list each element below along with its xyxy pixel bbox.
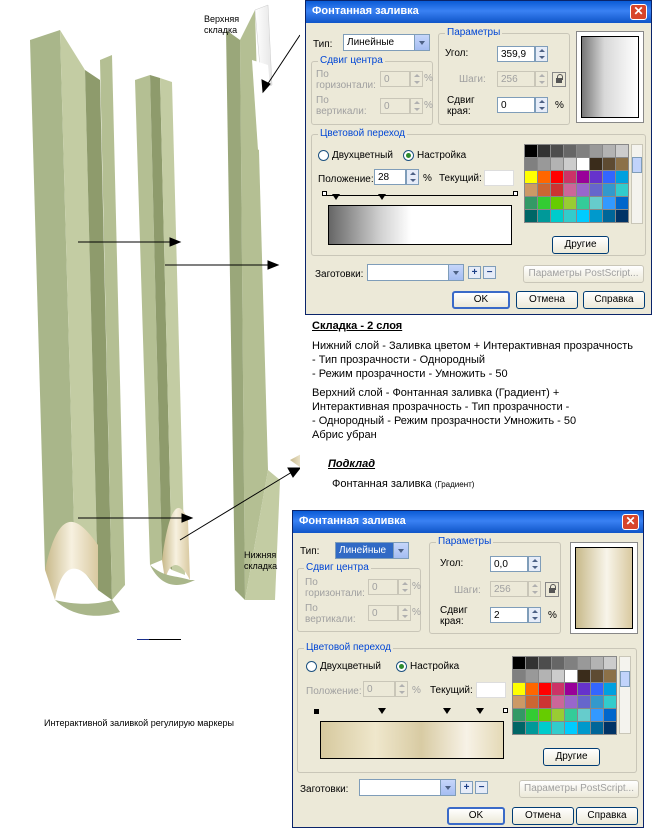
angle-label: Угол: (440, 558, 464, 569)
palette-swatch[interactable] (539, 709, 551, 721)
palette-swatch[interactable] (591, 696, 603, 708)
vertical-label: По вертикали: (305, 603, 356, 625)
palette-swatch[interactable] (564, 184, 576, 196)
palette-swatch[interactable] (525, 184, 537, 196)
type-select[interactable]: Линейные (335, 542, 409, 559)
current-color-swatch[interactable] (484, 170, 514, 186)
palette-swatch[interactable] (616, 184, 628, 196)
position-input[interactable]: 0 (363, 681, 395, 697)
presets-select[interactable] (367, 264, 464, 281)
custom-radio[interactable] (403, 150, 414, 161)
type-select[interactable]: Линейные (343, 34, 430, 51)
palette-scrollbar[interactable] (619, 656, 631, 734)
horizontal-label: По горизонтали: (316, 69, 376, 91)
palette-swatch[interactable] (616, 171, 628, 183)
edge-pad-label: Сдвиг края: (440, 605, 468, 627)
current-color-swatch[interactable] (476, 682, 506, 698)
angle-input[interactable]: 359,9 (497, 46, 535, 62)
gradient-bar[interactable] (328, 205, 512, 245)
palette-swatch[interactable] (565, 657, 577, 669)
edge-pad-input[interactable]: 0 (497, 97, 535, 113)
palette-swatch[interactable] (525, 210, 537, 222)
palette-swatch[interactable] (538, 158, 550, 170)
palette-swatch[interactable] (604, 670, 616, 682)
palette-swatch[interactable] (551, 210, 563, 222)
vertical-input[interactable]: 0 (380, 98, 410, 114)
palette-swatch[interactable] (577, 145, 589, 157)
color-stop-marker[interactable] (443, 708, 451, 714)
palette-swatch[interactable] (591, 683, 603, 695)
palette-swatch[interactable] (552, 683, 564, 695)
palette-swatch[interactable] (577, 158, 589, 170)
palette-swatch[interactable] (616, 145, 628, 157)
fountain-fill-dialog-1 (305, 0, 652, 315)
palette-swatch[interactable] (538, 184, 550, 196)
palette-swatch[interactable] (565, 722, 577, 734)
horizontal-spinner[interactable] (410, 71, 423, 87)
palette-scrollbar[interactable] (631, 144, 643, 224)
palette-swatch[interactable] (590, 158, 602, 170)
palette-swatch[interactable] (604, 709, 616, 721)
other-colors-button[interactable]: Другие (543, 748, 600, 766)
lower-fold-label: Нижняя складка (244, 550, 278, 571)
ok-button[interactable]: OK (452, 291, 510, 309)
angle-input[interactable]: 0,0 (490, 556, 528, 572)
remove-preset-button[interactable]: − (475, 781, 488, 794)
lining-text: Фонтанная заливка (Градиент) (332, 478, 475, 490)
fold-title: Складка - 2 слоя (312, 320, 403, 332)
palette-swatch[interactable] (603, 210, 615, 222)
palette-swatch[interactable] (525, 158, 537, 170)
center-offset-group: Сдвиг центра По горизонтали: 0 % По вертикали: 0 % (297, 568, 421, 632)
edge-pad-label: Сдвиг края: (447, 95, 475, 117)
cancel-button[interactable]: Отмена (512, 807, 574, 825)
current-label: Текущий: (430, 685, 473, 696)
palette-swatch[interactable] (590, 184, 602, 196)
palette-swatch[interactable] (604, 683, 616, 695)
palette-swatch[interactable] (604, 696, 616, 708)
steps-spinner[interactable] (535, 71, 548, 87)
palette-swatch[interactable] (565, 709, 577, 721)
palette-swatch[interactable] (590, 171, 602, 183)
steps-label: Шаги: (454, 585, 481, 596)
palette-swatch[interactable] (603, 171, 615, 183)
palette-swatch[interactable] (539, 683, 551, 695)
palette-swatch[interactable] (578, 670, 590, 682)
palette-swatch[interactable] (616, 210, 628, 222)
chevron-down-icon (393, 543, 408, 558)
help-button[interactable]: Справка (576, 807, 638, 825)
parameters-group: Параметры Угол: 359,9 Шаги: 256 Сдвиг края: 0 % (438, 33, 570, 125)
center-offset-group: Сдвиг центра По горизонтали: 0 % По вертикали: 0 % (311, 61, 433, 125)
palette-swatch[interactable] (564, 171, 576, 183)
marker-left-handle[interactable] (314, 709, 319, 714)
palette-swatch[interactable] (591, 709, 603, 721)
palette-swatch[interactable] (539, 696, 551, 708)
palette-swatch[interactable] (526, 657, 538, 669)
palette-swatch[interactable] (578, 709, 590, 721)
custom-radio[interactable] (396, 661, 407, 672)
angle-label: Угол: (445, 48, 469, 59)
postscript-options-button[interactable]: Параметры PostScript... (523, 265, 644, 283)
palette-swatch[interactable] (552, 722, 564, 734)
cancel-button[interactable]: Отмена (516, 291, 578, 309)
vertical-label: По вертикали: (316, 95, 367, 117)
other-colors-button[interactable]: Другие (552, 236, 609, 254)
palette-swatch[interactable] (604, 657, 616, 669)
edge-pad-spinner[interactable] (535, 97, 548, 113)
palette-swatch[interactable] (526, 722, 538, 734)
angle-spinner[interactable] (528, 556, 541, 572)
position-label: Положение: (318, 174, 374, 185)
palette-swatch[interactable] (513, 709, 525, 721)
palette-swatch[interactable] (590, 197, 602, 209)
remove-preset-button[interactable]: − (483, 266, 496, 279)
palette-swatch[interactable] (525, 145, 537, 157)
palette-swatch[interactable] (539, 670, 551, 682)
palette-swatch[interactable] (603, 145, 615, 157)
presets-label: Заготовки: (315, 269, 364, 280)
steps-input[interactable]: 256 (490, 581, 528, 597)
vertical-input[interactable]: 0 (368, 605, 398, 621)
lock-icon[interactable] (545, 582, 559, 597)
palette-swatch[interactable] (578, 696, 590, 708)
palette-swatch[interactable] (538, 171, 550, 183)
horizontal-label: По горизонтали: (305, 577, 365, 599)
palette-swatch[interactable] (603, 158, 615, 170)
palette-swatch[interactable] (604, 722, 616, 734)
chevron-down-icon (440, 780, 455, 795)
upper-layer-note: Верхний слой - Фонтанная заливка (Градиент) + Интерактивная прозрачность - Тип прозрачности - - Однородный - Режим прозрачности Умножить - 50 Абрис убран (312, 387, 577, 441)
palette-swatch[interactable] (539, 722, 551, 734)
angle-spinner[interactable] (535, 46, 548, 62)
dialog-title: Фонтанная заливка (293, 511, 643, 533)
color-blend-group: Цветовой переход Двухцветный Настройка Положение: 28 % Текущий: Другие (311, 134, 646, 256)
color-palette-2[interactable] (512, 656, 617, 735)
add-preset-button[interactable]: + (460, 781, 473, 794)
ok-button[interactable]: OK (447, 807, 505, 825)
position-spinner[interactable] (406, 169, 419, 185)
palette-swatch[interactable] (538, 210, 550, 222)
palette-swatch[interactable] (577, 210, 589, 222)
palette-swatch[interactable] (591, 657, 603, 669)
palette-swatch[interactable] (564, 145, 576, 157)
palette-swatch[interactable] (591, 722, 603, 734)
palette-swatch[interactable] (526, 670, 538, 682)
marker-right-handle[interactable] (513, 191, 518, 196)
palette-swatch[interactable] (565, 696, 577, 708)
vertical-spinner[interactable] (410, 98, 423, 114)
postscript-options-button[interactable]: Параметры PostScript... (519, 780, 639, 798)
palette-swatch[interactable] (603, 197, 615, 209)
palette-swatch[interactable] (552, 670, 564, 682)
presets-select[interactable] (359, 779, 456, 796)
palette-swatch[interactable] (539, 657, 551, 669)
palette-swatch[interactable] (551, 184, 563, 196)
steps-input[interactable]: 256 (497, 71, 535, 87)
edge-pad-spinner[interactable] (528, 607, 541, 623)
palette-swatch[interactable] (552, 657, 564, 669)
palette-swatch[interactable] (591, 670, 603, 682)
lock-icon[interactable] (552, 72, 566, 87)
position-spinner[interactable] (395, 681, 408, 697)
palette-swatch[interactable] (578, 657, 590, 669)
chevron-down-icon (448, 265, 463, 280)
palette-swatch[interactable] (590, 145, 602, 157)
palette-swatch[interactable] (564, 158, 576, 170)
add-preset-button[interactable]: + (468, 266, 481, 279)
palette-swatch[interactable] (513, 670, 525, 682)
palette-swatch[interactable] (525, 197, 537, 209)
chevron-down-icon (414, 35, 429, 50)
palette-swatch[interactable] (525, 171, 537, 183)
close-icon[interactable]: ✕ (622, 514, 639, 530)
steps-spinner[interactable] (528, 581, 541, 597)
palette-swatch[interactable] (551, 171, 563, 183)
presets-label: Заготовки: (300, 784, 349, 795)
edge-pad-input[interactable]: 2 (490, 607, 528, 623)
two-color-radio[interactable] (306, 661, 317, 672)
gradient-bar[interactable] (320, 721, 504, 759)
palette-swatch[interactable] (552, 696, 564, 708)
palette-swatch[interactable] (538, 197, 550, 209)
color-stop-marker[interactable] (332, 194, 340, 200)
gradient-ruler[interactable] (324, 195, 516, 205)
type-label: Тип: (313, 39, 333, 50)
palette-swatch[interactable] (513, 657, 525, 669)
palette-swatch[interactable] (565, 683, 577, 695)
vertical-spinner[interactable] (398, 605, 411, 621)
palette-swatch[interactable] (577, 184, 589, 196)
palette-swatch[interactable] (564, 210, 576, 222)
palette-swatch[interactable] (513, 683, 525, 695)
color-blend-group: Цветовой переход Двухцветный Настройка Положение: 0 % Текущий: Другие (297, 648, 637, 773)
color-palette-1[interactable] (524, 144, 629, 223)
palette-swatch[interactable] (513, 722, 525, 734)
marker-left-handle[interactable] (322, 191, 327, 196)
type-label: Тип: (300, 546, 320, 557)
horizontal-input[interactable]: 0 (368, 579, 398, 595)
color-stop-marker[interactable] (378, 194, 386, 200)
ribbon-illustration (0, 0, 300, 640)
close-icon[interactable]: ✕ (630, 4, 647, 20)
palette-swatch[interactable] (538, 145, 550, 157)
palette-swatch[interactable] (551, 158, 563, 170)
fill-preview (576, 31, 644, 123)
position-label: Положение: (306, 686, 362, 697)
palette-swatch[interactable] (526, 683, 538, 695)
palette-swatch[interactable] (578, 722, 590, 734)
markers-caption: Интерактивной заливкой регулирую маркеры (44, 718, 234, 728)
upper-fold-label: Верхняя складка (204, 14, 240, 35)
palette-swatch[interactable] (590, 210, 602, 222)
dialog-title: Фонтанная заливка (306, 1, 651, 23)
palette-swatch[interactable] (513, 696, 525, 708)
palette-swatch[interactable] (564, 197, 576, 209)
fountain-fill-dialog-2 (292, 510, 644, 828)
palette-swatch[interactable] (551, 197, 563, 209)
palette-swatch[interactable] (577, 171, 589, 183)
current-label: Текущий: (439, 173, 482, 184)
color-stop-marker[interactable] (378, 708, 386, 714)
palette-swatch[interactable] (616, 158, 628, 170)
palette-swatch[interactable] (577, 197, 589, 209)
position-input[interactable]: 28 (374, 169, 406, 185)
two-color-radio[interactable] (318, 150, 329, 161)
palette-swatch[interactable] (551, 145, 563, 157)
palette-swatch[interactable] (578, 683, 590, 695)
fill-preview (570, 542, 638, 634)
parameters-group: Параметры Угол: 0,0 Шаги: 256 Сдвиг края: 2 % (429, 542, 561, 634)
palette-swatch[interactable] (616, 197, 628, 209)
palette-swatch[interactable] (565, 670, 577, 682)
help-button[interactable]: Справка (583, 291, 645, 309)
lining-title: Подклад (328, 458, 376, 470)
steps-label: Шаги: (459, 74, 486, 85)
horizontal-input[interactable]: 0 (380, 71, 410, 87)
palette-swatch[interactable] (603, 184, 615, 196)
palette-swatch[interactable] (552, 709, 564, 721)
marker-right-handle[interactable] (503, 708, 508, 713)
palette-swatch[interactable] (526, 709, 538, 721)
lower-layer-note: Нижний слой - Заливка цветом + Интерактивная прозрачность - Тип прозрачности - Однородный - Режим прозрачности - Умножить - 50 (312, 340, 633, 380)
horizontal-spinner[interactable] (398, 579, 411, 595)
palette-swatch[interactable] (526, 696, 538, 708)
color-stop-marker[interactable] (476, 708, 484, 714)
